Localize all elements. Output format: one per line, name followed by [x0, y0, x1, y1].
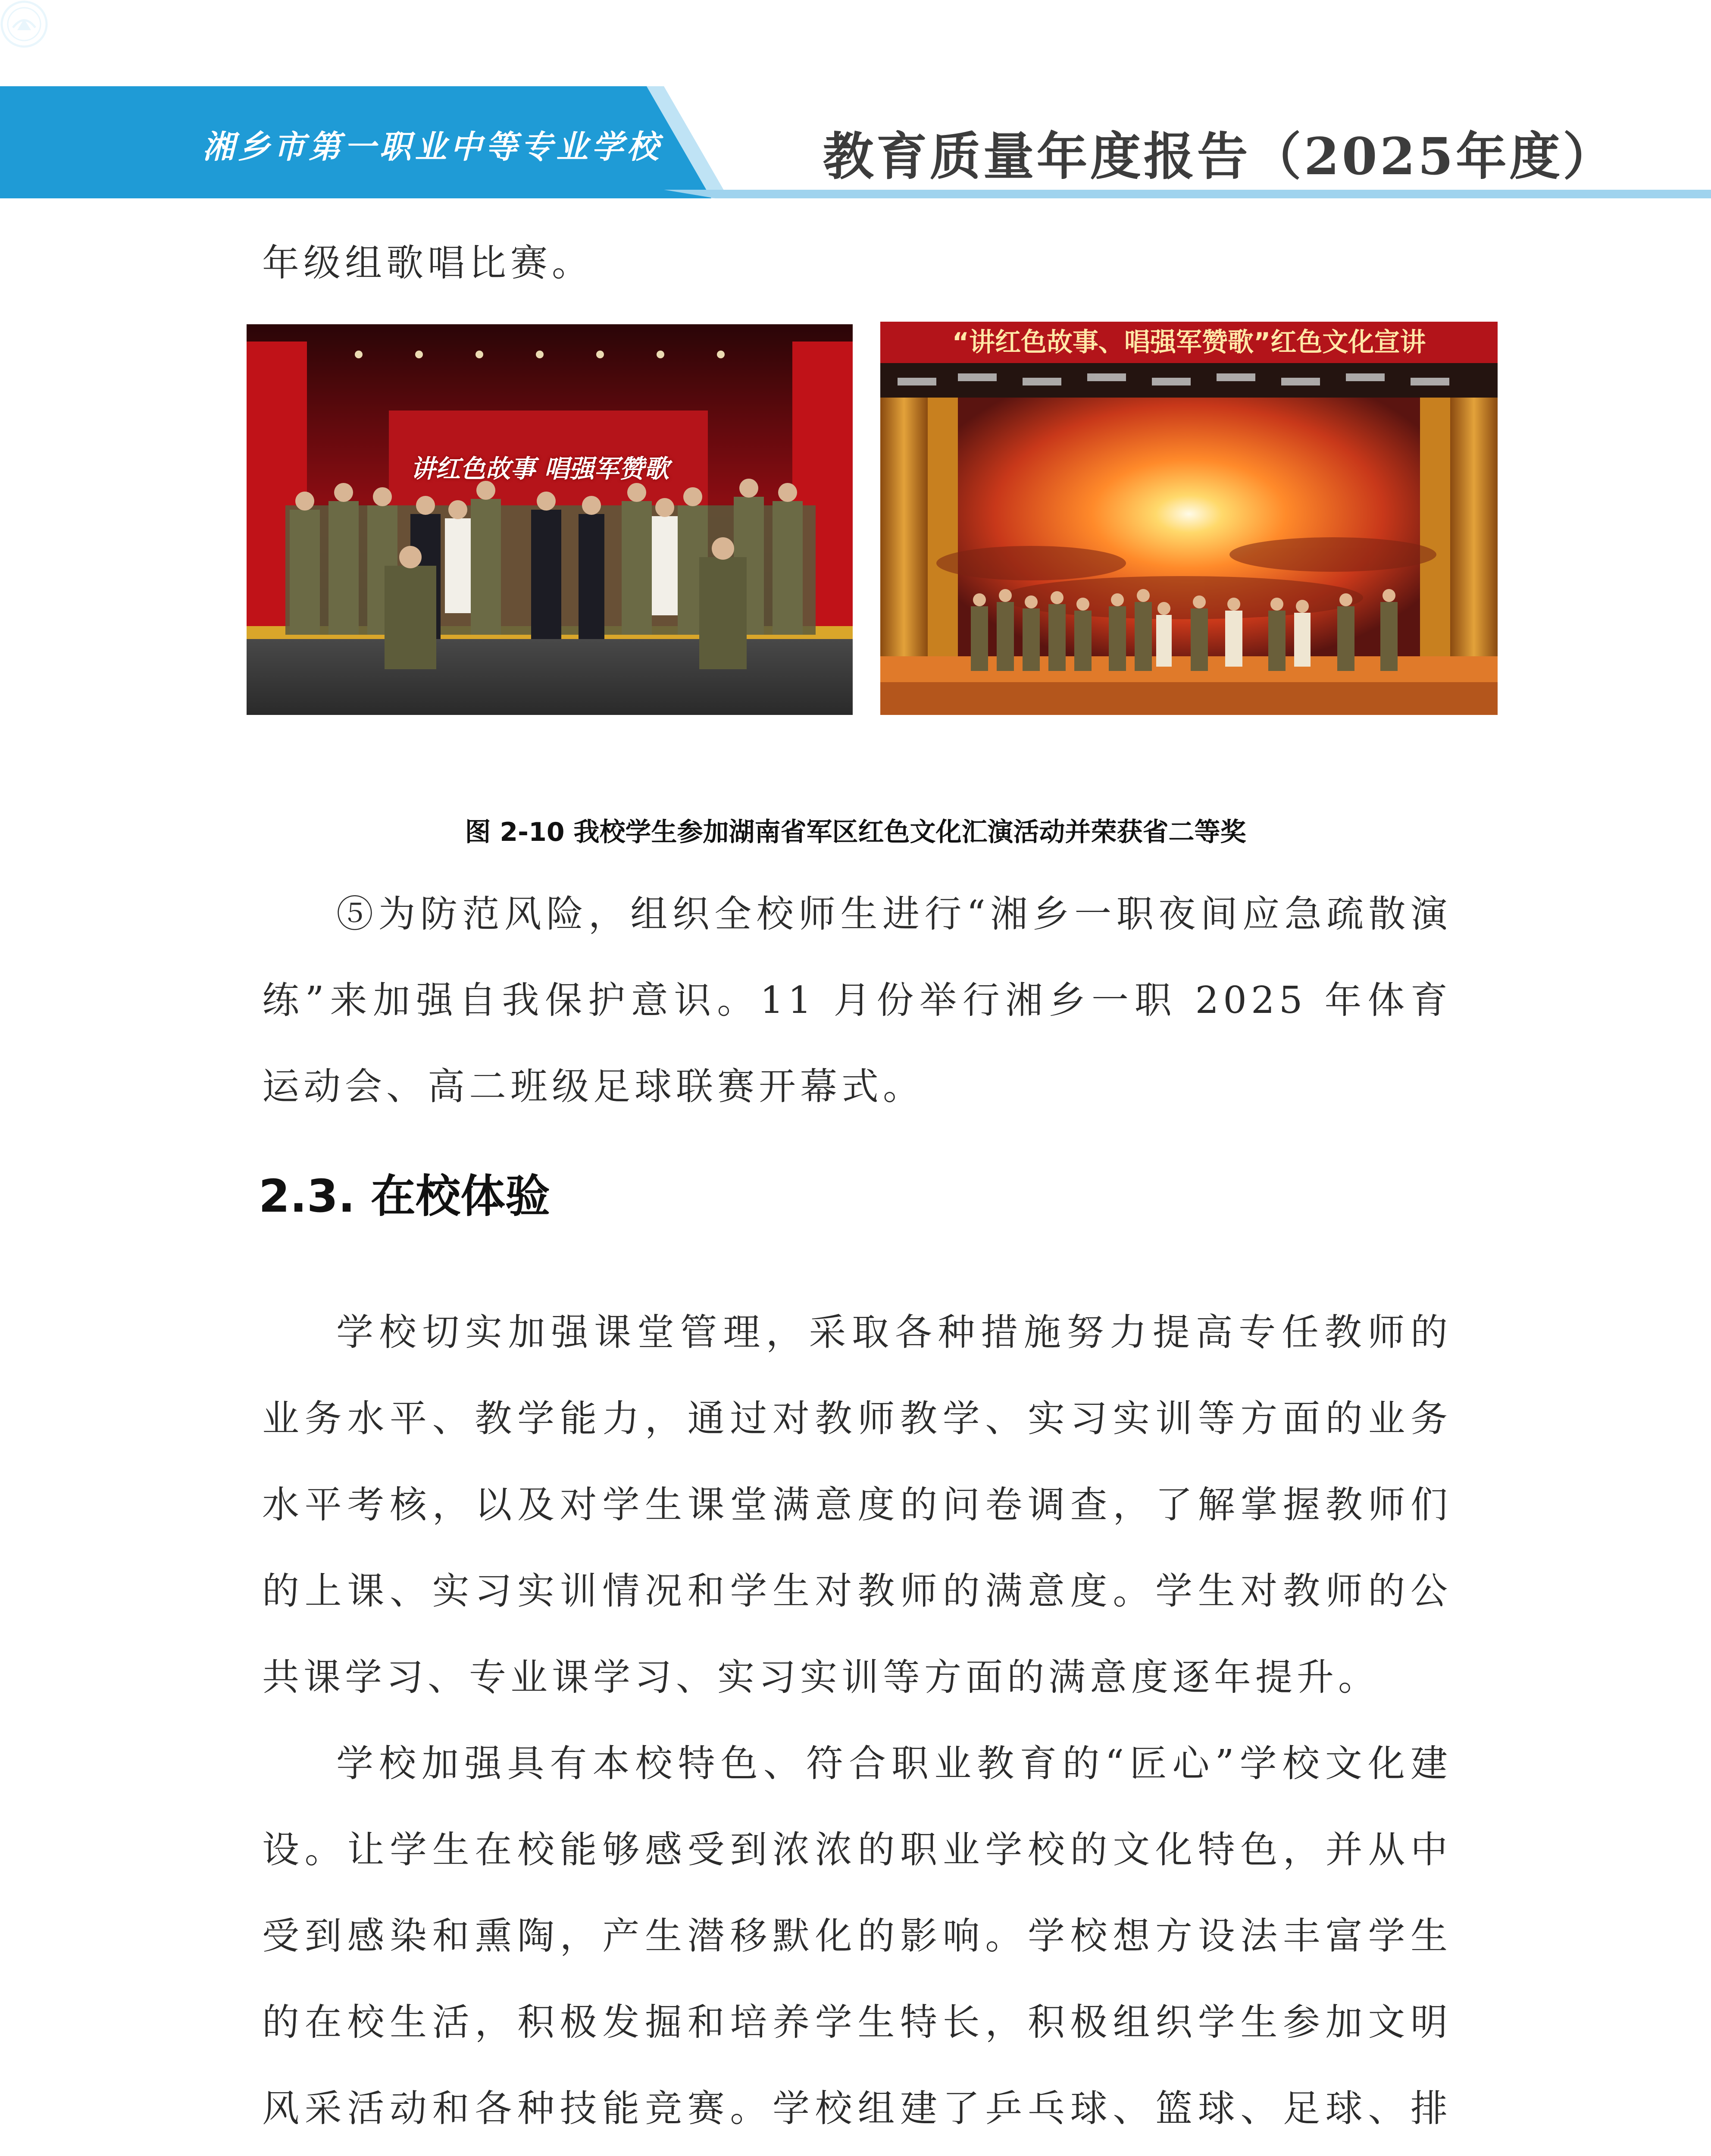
section-heading: 2.3. 在校体验 [259, 1170, 550, 1222]
stage-performance-photo-image [880, 322, 1498, 715]
stage-backdrop-text: 讲红色故事 唱强军赞歌 [410, 454, 669, 483]
paragraph-drill: ⑤为防范风险，组织全校师生进行“湘乡一职夜间应急疏散演练”来加强自我保护意识。11 月份举行湘乡一职 2025 年体育运动会、高二班级足球联赛开幕式。 [262, 893, 1452, 1108]
stage-group-photo-image [247, 324, 853, 715]
paragraph-classroom-management: 学校切实加强课堂管理，采取各种措施努力提高专任教师的业务水平、教学能力，通过对教师教学、实习实训等方面的业务水平考核，以及对学生课堂满意度的问卷调查，了解掌握教师们的上课、实习实训情况和学生对教师的满意度。学生对教师的公共课学习、专业课学习、实习实训等方面的满意度逐年提升。 [262, 1311, 1452, 1699]
stage-banner-text: “讲红色故事、唱强军赞歌”红色文化宣讲 [952, 327, 1426, 357]
continuation-text: 年级组歌唱比赛。 [262, 241, 593, 285]
page-header [0, 0, 1711, 207]
figure-caption: 图 2-10 我校学生参加湖南省军区红色文化汇演活动并荣获省二等奖 [465, 817, 1246, 847]
report-title: 教育质量年度报告（2025年度） [823, 126, 1616, 186]
school-name: 湘乡市第一职业中等专业学校 [203, 128, 662, 166]
paragraph-school-culture: 学校加强具有本校特色、符合职业教育的“匠心”学校文化建设。让学生在校能够感受到浓浓的职业学校的文化特色，并从中受到感染和熏陶，产生潜移默化的影响。学校想方设法丰富学生的在校生活，积极发掘和培养学生特长，积极组织学生参加文明风采活动和各种技能竞赛。学校组建了乒乓球、篮球、足球、排 [262, 1742, 1452, 2130]
school-emblem-icon [0, 0, 48, 48]
photo-stage-performance [880, 322, 1498, 715]
photo-group-on-stage [247, 324, 853, 715]
